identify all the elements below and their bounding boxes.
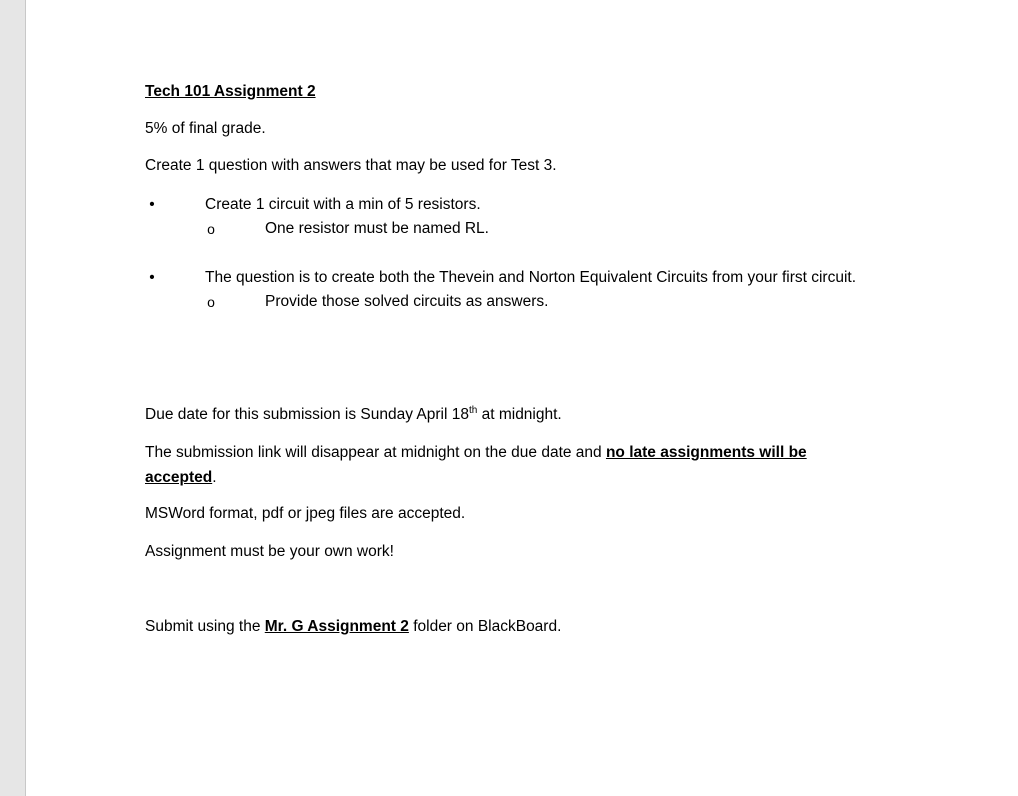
left-margin-gutter	[0, 0, 26, 796]
submission-link-suffix: .	[212, 469, 217, 486]
submit-text: Submit using the	[145, 618, 265, 635]
submit-suffix: folder on BlackBoard.	[408, 618, 562, 635]
no-late-warning: no late assignments will be accepted	[145, 444, 807, 486]
bullet-dot: •	[149, 269, 155, 286]
bullet-text: Create 1 circuit with a min of 5 resistors.	[205, 196, 481, 213]
due-date-paragraph	[145, 403, 562, 427]
grade-note: 5% of final grade.	[145, 120, 266, 137]
assignment-folder-name: Mr. G Assignment 2	[264, 618, 409, 635]
formats-paragraph: MSWord format, pdf or jpeg files are accepted.	[145, 505, 466, 522]
submit-paragraph	[145, 615, 561, 639]
submission-link-text: The submission link will disappear at midnight on the due date and	[145, 444, 606, 461]
bullet-item	[115, 193, 481, 217]
bullet-dot: •	[149, 196, 155, 213]
submission-link-paragraph	[145, 440, 865, 490]
sub-bullet-circle: o	[207, 294, 215, 310]
sub-bullet-item	[115, 290, 548, 314]
document-page[interactable]	[26, 0, 1018, 796]
sub-bullet-text: One resistor must be named RL.	[265, 220, 489, 237]
sub-bullet-circle: o	[207, 221, 215, 237]
bullet-item	[115, 266, 856, 290]
due-date-superscript: th	[468, 404, 478, 416]
bullet-text: The question is to create both the Thevein and Norton Equivalent Circuits from your first circuit.	[205, 269, 857, 286]
intro-paragraph: Create 1 question with answers that may be used for Test 3.	[145, 157, 557, 174]
due-date-suffix: at midnight.	[477, 406, 562, 423]
due-date-text: Due date for this submission is Sunday April 18	[145, 406, 469, 423]
own-work-paragraph: Assignment must be your own work!	[145, 543, 394, 560]
sub-bullet-item	[115, 217, 489, 241]
sub-bullet-text: Provide those solved circuits as answers.	[265, 293, 549, 310]
document-title: Tech 101 Assignment 2	[145, 83, 316, 100]
